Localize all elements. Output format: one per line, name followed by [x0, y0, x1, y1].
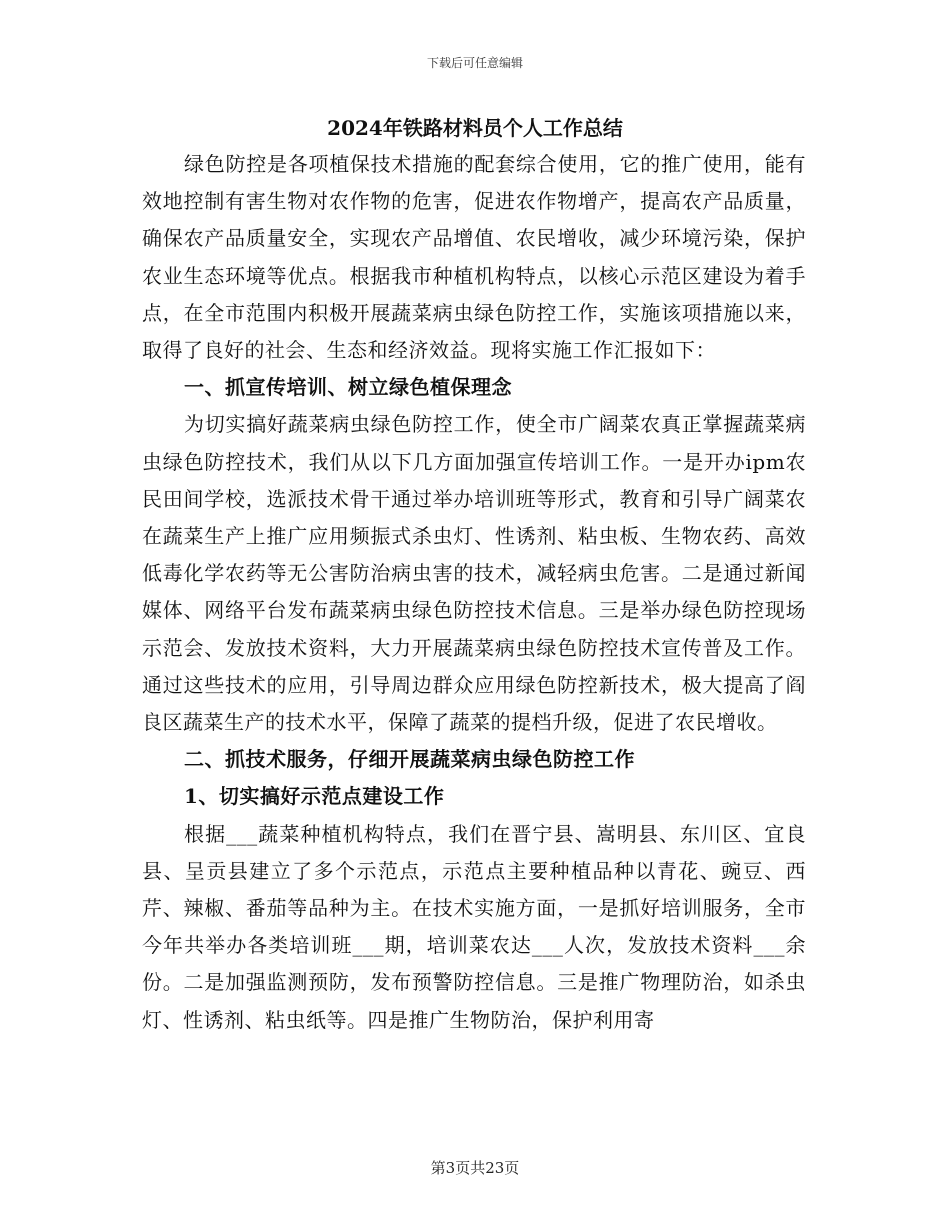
- document-title: 2024年铁路材料员个人工作总结: [327, 116, 623, 140]
- document-body: [142, 146, 806, 1039]
- page-number: 第3页共23页: [430, 1159, 520, 1177]
- header-note: 下载后可任意编辑: [426, 56, 523, 70]
- section1-paragraph: 为切实搞好蔬菜病虫绿色防控工作，使全市广阔菜农真正掌握蔬菜病虫绿色防控技术，我们从以下几方面加强宣传培训工作。一是开办ipm农民田间学校，选派技术骨干通过举办培训班等形式，教育和引导广阔菜农在蔬菜生产上推广应用频振式杀虫灯、性诱剂、粘虫板、生物农药、高效低毒化学农药等无公害防治病虫害的技术，减轻病虫危害。二是通过新闻媒体、网络平台发布蔬菜病虫绿色防控技术信息。三是举办绿色防控现场示范会、发放技术资料，大力开展蔬菜病虫绿色防控技术宣传普及工作。通过这些技术的应用，引导周边群众应用绿色防控新技术，极大提高了阎良区蔬菜生产的技术水平，保障了蔬菜的提档升级，促进了农民增收。: [142, 412, 806, 735]
- section2-sub1-paragraph: 根据___蔬菜种植机构特点，我们在晋宁县、嵩明县、东川区、宜良县、呈贡县建立了多个示范点，示范点主要种植品种以青花、豌豆、西芹、辣椒、番茄等品种为主。在技术实施方面，一是抓好培训服务，全市今年共举办各类培训班___期，培训菜农达___人次，发放技术资料___余份。二是加强监测预防，发布预警防控信息。三是推广物理防治，如杀虫灯、性诱剂、粘虫纸等。四是推广生物防治，保护利用寄: [142, 821, 806, 1032]
- section1-heading: 一、抓宣传培训、树立绿色植保理念: [184, 375, 512, 400]
- section2-sub1-heading: 1、切实搞好示范点建设工作: [184, 784, 445, 809]
- section2-heading: 二、抓技术服务，仔细开展蔬菜病虫绿色防控工作: [184, 747, 635, 772]
- intro-paragraph: 绿色防控是各项植保技术措施的配套综合使用，它的推广使用，能有效地控制有害生物对农作物的危害，促进农作物增产，提高农产品质量，确保农产品质量安全，实现农产品增值、农民增收，减少环境污染，保护农业生态环境等优点。根据我市种植机构特点，以核心示范区建设为着手点，在全市范围内积极开展蔬菜病虫绿色防控工作，实施该项措施以来，取得了良好的社会、生态和经济效益。现将实施工作汇报如下：: [142, 152, 806, 363]
